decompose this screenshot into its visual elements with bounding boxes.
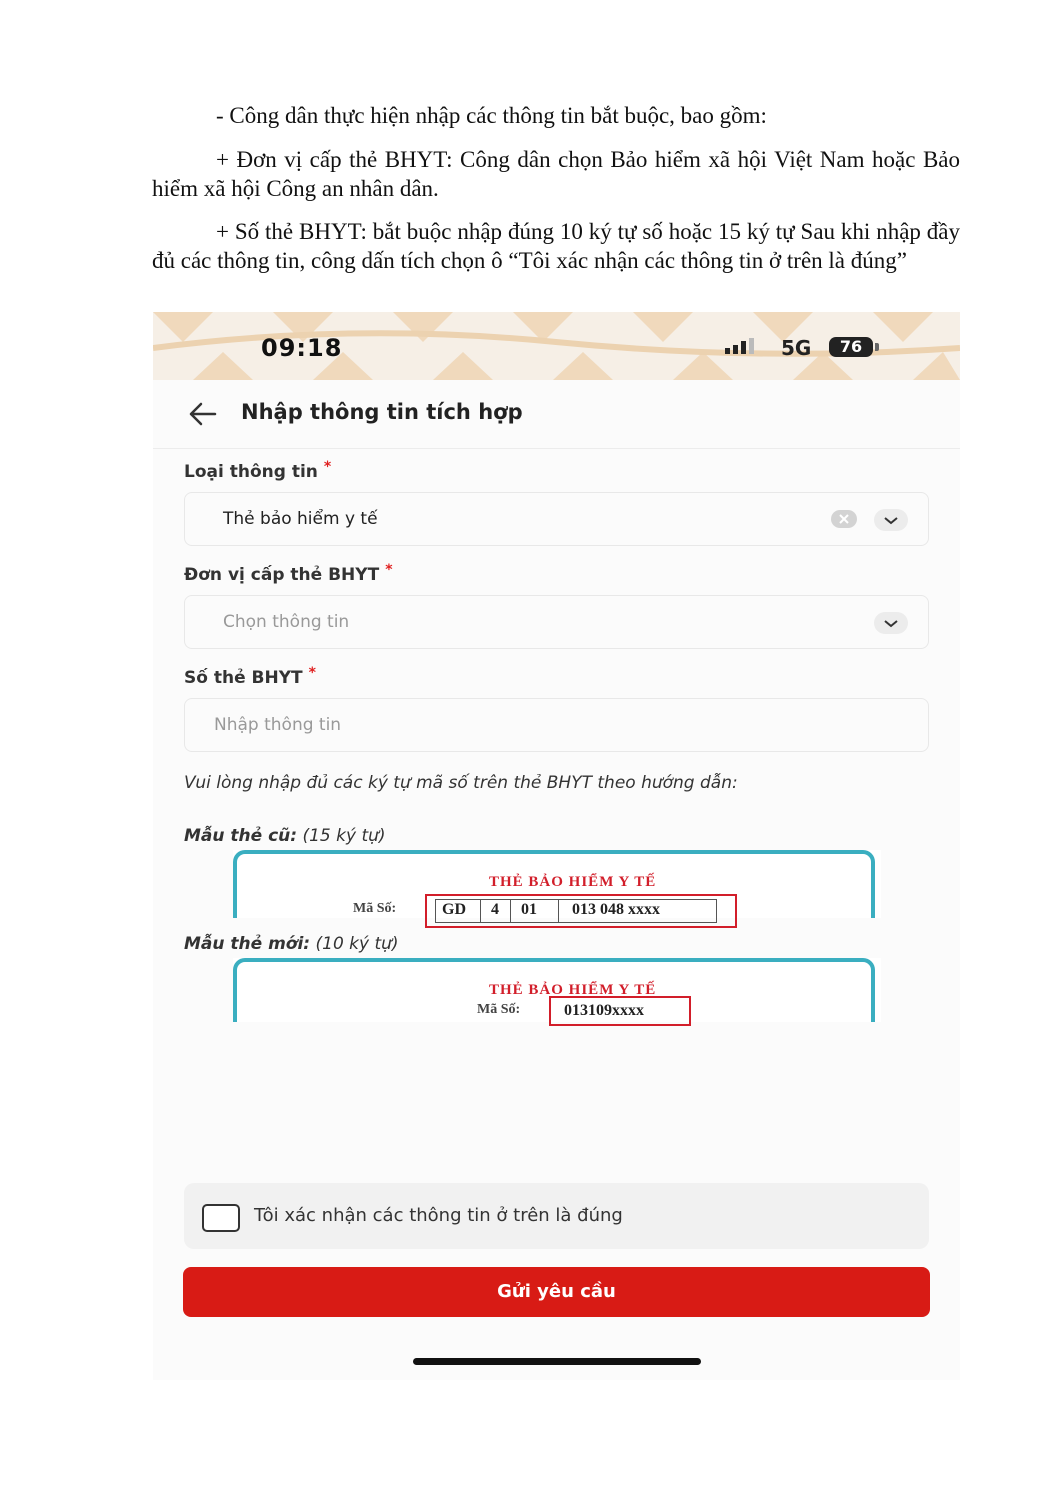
arrow-left-icon[interactable]	[187, 400, 217, 428]
required-mark: *	[385, 562, 393, 578]
info-type-value: Thẻ bảo hiểm y tế	[223, 509, 378, 529]
chevron-down-icon[interactable]	[874, 509, 908, 531]
cell-divider	[558, 900, 559, 922]
instruction-paragraph-3: + Số thẻ BHYT: bắt buộc nhập đúng 10 ký tự số hoặc 15 ký tự Sau khi nhập đầy đủ các thông tin, công dấn tích chọn ô “Tôi xác nhận các thông tin ở trên là đúng”	[152, 219, 960, 273]
info-type-label	[184, 459, 332, 482]
old-card-label	[184, 826, 386, 846]
network-type: 5G	[781, 336, 812, 360]
new-card-ma-so: Mã Số:	[477, 1002, 521, 1017]
card-number-hint: Vui lòng nhập đủ các ký tự mã số trên thẻ BHYT theo hướng dẫn:	[184, 773, 738, 793]
confirm-row[interactable]	[184, 1183, 929, 1249]
card-number-placeholder: Nhập thông tin	[214, 715, 342, 735]
signal-icon	[725, 338, 765, 356]
new-card-code: 013109xxxx	[564, 1002, 644, 1019]
new-card-label	[184, 934, 399, 954]
old-card-part: GD	[442, 901, 466, 918]
confirm-checkbox[interactable]	[202, 1204, 240, 1232]
new-card-count: (10 ký tự)	[315, 934, 399, 954]
card-number-label-text: Số thẻ BHYT	[184, 668, 303, 688]
old-card-title: THẺ BẢO HIỂM Y TẾ	[489, 874, 657, 890]
battery-icon	[829, 337, 873, 357]
new-card-code-box	[549, 996, 691, 1026]
info-type-label-text: Loại thông tin	[184, 462, 318, 482]
issuer-label-text: Đơn vị cấp thẻ BHYT	[184, 565, 380, 585]
old-card-part: 01	[521, 901, 537, 918]
info-type-select[interactable]	[184, 492, 929, 546]
clear-icon[interactable]	[831, 510, 857, 528]
instruction-paragraph-1: - Công dân thực hiện nhập các thông tin bắt buộc, bao gồm:	[216, 103, 767, 128]
battery-tip	[875, 343, 879, 351]
confirm-text: Tôi xác nhận các thông tin ở trên là đúng	[254, 1205, 623, 1226]
phone-screenshot	[153, 312, 960, 1380]
card-number-label	[184, 665, 316, 688]
old-card-part: 4	[491, 901, 499, 918]
chevron-down-icon[interactable]	[874, 612, 908, 634]
issuer-placeholder: Chọn thông tin	[223, 612, 350, 632]
old-card-label-bold: Mẫu thẻ cũ:	[184, 826, 298, 846]
required-mark: *	[323, 459, 332, 475]
old-card-code-box	[425, 894, 737, 928]
old-card-part: 013 048 xxxx	[572, 901, 660, 918]
old-card-code-cells	[435, 899, 717, 923]
old-card-count: (15 ký tự)	[302, 826, 386, 846]
submit-button[interactable]: Gửi yêu cầu	[183, 1267, 930, 1317]
old-card-sample	[233, 850, 881, 918]
new-card-label-bold: Mẫu thẻ mới:	[184, 934, 311, 954]
required-mark: *	[308, 665, 316, 681]
old-card-ma-so: Mã Số:	[353, 901, 397, 916]
issuer-label	[184, 562, 393, 585]
card-number-input[interactable]	[184, 698, 929, 752]
new-card-title: THẺ BẢO HIỂM Y TẾ	[489, 982, 657, 998]
page-title: Nhập thông tin tích hợp	[241, 400, 523, 424]
status-time: 09:18	[261, 334, 343, 362]
app-header	[153, 380, 960, 449]
home-indicator	[413, 1358, 701, 1365]
instruction-paragraph-2: + Đơn vị cấp thẻ BHYT: Công dân chọn Bảo hiểm xã hội Việt Nam hoặc Bảo hiểm xã hội Công an nhân dân.	[152, 147, 960, 201]
cell-divider	[480, 900, 481, 922]
new-card-sample	[233, 958, 881, 1022]
battery-level: 76	[839, 337, 863, 356]
cell-divider	[510, 900, 511, 922]
status-bar	[153, 312, 960, 380]
issuer-select[interactable]	[184, 595, 929, 649]
